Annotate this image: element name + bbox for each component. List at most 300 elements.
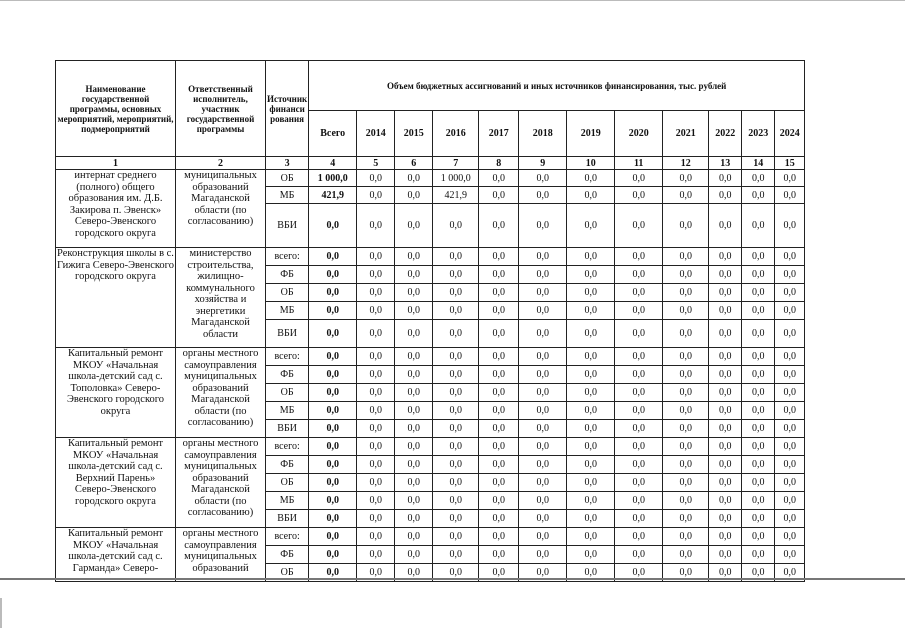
year-value: 0,0 xyxy=(357,204,395,248)
measure-name: Капитальный ремонт МКОУ «Начальная школа-детский сад с. Гарманда» Северо- xyxy=(56,528,176,582)
year-value: 0,0 xyxy=(742,438,775,456)
funding-source: МБ xyxy=(266,492,309,510)
year-value: 0,0 xyxy=(357,528,395,546)
table-row xyxy=(56,170,805,187)
year-value: 0,0 xyxy=(395,474,433,492)
year-value: 0,0 xyxy=(357,320,395,348)
total-value: 421,9 xyxy=(309,187,357,204)
year-value: 0,0 xyxy=(663,564,709,582)
year-value: 0,0 xyxy=(615,402,663,420)
year-value: 0,0 xyxy=(567,170,615,187)
year-value: 0,0 xyxy=(775,528,805,546)
year-value: 0,0 xyxy=(663,284,709,302)
year-value: 0,0 xyxy=(567,302,615,320)
header-year: 2017 xyxy=(479,111,519,157)
year-value: 0,0 xyxy=(663,438,709,456)
year-value: 0,0 xyxy=(479,420,519,438)
year-value: 0,0 xyxy=(395,384,433,402)
year-value: 0,0 xyxy=(615,546,663,564)
year-value: 0,0 xyxy=(663,348,709,366)
year-value: 0,0 xyxy=(395,420,433,438)
year-value: 0,0 xyxy=(357,170,395,187)
year-value: 0,0 xyxy=(395,170,433,187)
year-value: 0,0 xyxy=(567,420,615,438)
year-value: 0,0 xyxy=(775,402,805,420)
year-value: 0,0 xyxy=(395,348,433,366)
funding-source: ОБ xyxy=(266,284,309,302)
header-year: 2018 xyxy=(519,111,567,157)
year-value: 0,0 xyxy=(709,266,742,284)
total-value: 0,0 xyxy=(309,420,357,438)
funding-source: всего: xyxy=(266,348,309,366)
year-value: 0,0 xyxy=(615,384,663,402)
year-value: 0,0 xyxy=(395,528,433,546)
year-value: 0,0 xyxy=(775,384,805,402)
total-value: 0,0 xyxy=(309,564,357,582)
year-value: 0,0 xyxy=(395,187,433,204)
year-value: 0,0 xyxy=(663,492,709,510)
executor-name: муниципальных образований Магаданской области (по согласованию) xyxy=(176,170,266,248)
year-value: 0,0 xyxy=(357,284,395,302)
year-value: 0,0 xyxy=(395,456,433,474)
year-value: 0,0 xyxy=(519,187,567,204)
year-value: 0,0 xyxy=(567,204,615,248)
year-value: 0,0 xyxy=(567,510,615,528)
year-value: 0,0 xyxy=(433,438,479,456)
total-value: 0,0 xyxy=(309,384,357,402)
year-value: 0,0 xyxy=(663,456,709,474)
year-value: 0,0 xyxy=(395,492,433,510)
year-value: 0,0 xyxy=(742,456,775,474)
year-value: 0,0 xyxy=(433,564,479,582)
column-number: 2 xyxy=(176,157,266,170)
year-value: 0,0 xyxy=(709,456,742,474)
year-value: 0,0 xyxy=(709,474,742,492)
year-value: 0,0 xyxy=(775,564,805,582)
measure-name: Капитальный ремонт МКОУ «Начальная школа-детский сад с. Верхний Парень» Северо-Эвенского городского округа xyxy=(56,438,176,528)
header-year: 2019 xyxy=(567,111,615,157)
year-value: 0,0 xyxy=(615,420,663,438)
year-value: 0,0 xyxy=(479,474,519,492)
year-value: 0,0 xyxy=(775,284,805,302)
year-value: 0,0 xyxy=(742,320,775,348)
table-row xyxy=(56,248,805,266)
table-row xyxy=(56,348,805,366)
total-value: 0,0 xyxy=(309,474,357,492)
year-value: 0,0 xyxy=(567,320,615,348)
year-value: 0,0 xyxy=(775,248,805,266)
column-number: 14 xyxy=(742,157,775,170)
year-value: 0,0 xyxy=(433,492,479,510)
year-value: 0,0 xyxy=(742,564,775,582)
year-value: 0,0 xyxy=(519,266,567,284)
year-value: 0,0 xyxy=(519,402,567,420)
header-year: 2016 xyxy=(433,111,479,157)
year-value: 0,0 xyxy=(663,384,709,402)
measure-name: Капитальный ремонт МКОУ «Начальная школа-детский сад с. Тополовка» Северо-Эвенского городского округа xyxy=(56,348,176,438)
column-number: 5 xyxy=(357,157,395,170)
header-year: 2022 xyxy=(709,111,742,157)
year-value: 0,0 xyxy=(615,564,663,582)
total-value: 0,0 xyxy=(309,492,357,510)
year-value: 0,0 xyxy=(775,348,805,366)
funding-source: ОБ xyxy=(266,170,309,187)
year-value: 0,0 xyxy=(433,348,479,366)
column-number: 9 xyxy=(519,157,567,170)
header-year: 2023 xyxy=(742,111,775,157)
year-value: 0,0 xyxy=(567,528,615,546)
year-value: 0,0 xyxy=(479,266,519,284)
year-value: 0,0 xyxy=(775,492,805,510)
year-value: 0,0 xyxy=(357,546,395,564)
year-value: 0,0 xyxy=(479,510,519,528)
year-value: 0,0 xyxy=(519,320,567,348)
funding-source: ВБИ xyxy=(266,204,309,248)
year-value: 0,0 xyxy=(479,402,519,420)
year-value: 0,0 xyxy=(775,302,805,320)
year-value: 0,0 xyxy=(567,564,615,582)
funding-source: всего: xyxy=(266,438,309,456)
year-value: 0,0 xyxy=(615,170,663,187)
year-value: 0,0 xyxy=(479,170,519,187)
header-year: 2015 xyxy=(395,111,433,157)
year-value: 0,0 xyxy=(395,302,433,320)
funding-source: ВБИ xyxy=(266,510,309,528)
funding-source: МБ xyxy=(266,402,309,420)
year-value: 0,0 xyxy=(519,492,567,510)
year-value: 0,0 xyxy=(567,456,615,474)
year-value: 0,0 xyxy=(433,384,479,402)
year-value: 0,0 xyxy=(709,204,742,248)
year-value: 0,0 xyxy=(519,438,567,456)
year-value: 0,0 xyxy=(709,510,742,528)
year-value: 0,0 xyxy=(775,546,805,564)
year-value: 0,0 xyxy=(519,510,567,528)
year-value: 0,0 xyxy=(357,302,395,320)
year-value: 1 000,0 xyxy=(433,170,479,187)
funding-source: ФБ xyxy=(266,266,309,284)
year-value: 0,0 xyxy=(479,204,519,248)
column-number: 15 xyxy=(775,157,805,170)
year-value: 0,0 xyxy=(775,170,805,187)
year-value: 0,0 xyxy=(742,248,775,266)
year-value: 0,0 xyxy=(479,528,519,546)
total-value: 1 000,0 xyxy=(309,170,357,187)
year-value: 0,0 xyxy=(519,248,567,266)
year-value: 0,0 xyxy=(433,204,479,248)
header-source: Источник финанси рования xyxy=(266,61,309,157)
funding-source: всего: xyxy=(266,248,309,266)
funding-source: ОБ xyxy=(266,384,309,402)
year-value: 0,0 xyxy=(519,474,567,492)
year-value: 0,0 xyxy=(433,320,479,348)
year-value: 0,0 xyxy=(615,510,663,528)
year-value: 0,0 xyxy=(663,302,709,320)
scan-mark xyxy=(0,598,2,628)
year-value: 0,0 xyxy=(433,546,479,564)
year-value: 0,0 xyxy=(519,366,567,384)
year-value: 0,0 xyxy=(742,420,775,438)
year-value: 0,0 xyxy=(742,204,775,248)
year-value: 0,0 xyxy=(433,402,479,420)
funding-source: ВБИ xyxy=(266,420,309,438)
total-value: 0,0 xyxy=(309,456,357,474)
year-value: 0,0 xyxy=(615,320,663,348)
column-number: 6 xyxy=(395,157,433,170)
year-value: 0,0 xyxy=(395,284,433,302)
total-value: 0,0 xyxy=(309,348,357,366)
year-value: 0,0 xyxy=(615,528,663,546)
header-total: Всего xyxy=(309,111,357,157)
year-value: 0,0 xyxy=(395,204,433,248)
year-value: 0,0 xyxy=(709,528,742,546)
year-value: 0,0 xyxy=(742,492,775,510)
year-value: 0,0 xyxy=(479,302,519,320)
year-value: 0,0 xyxy=(567,248,615,266)
year-value: 0,0 xyxy=(709,248,742,266)
scan-edge-top xyxy=(0,0,905,1)
year-value: 0,0 xyxy=(709,284,742,302)
year-value: 0,0 xyxy=(357,474,395,492)
funding-source: ОБ xyxy=(266,564,309,582)
executor-name: органы местного самоуправления муниципальных образований Магаданской области (по согласованию) xyxy=(176,438,266,528)
year-value: 0,0 xyxy=(615,474,663,492)
year-value: 0,0 xyxy=(433,528,479,546)
year-value: 0,0 xyxy=(567,492,615,510)
year-value: 0,0 xyxy=(479,187,519,204)
year-value: 0,0 xyxy=(775,320,805,348)
executor-name: органы местного самоуправления муниципальных образований xyxy=(176,528,266,582)
year-value: 0,0 xyxy=(479,384,519,402)
year-value: 0,0 xyxy=(709,564,742,582)
year-value: 0,0 xyxy=(663,402,709,420)
year-value: 0,0 xyxy=(479,348,519,366)
year-value: 0,0 xyxy=(709,384,742,402)
year-value: 0,0 xyxy=(433,510,479,528)
column-number: 11 xyxy=(615,157,663,170)
funding-source: ОБ xyxy=(266,474,309,492)
year-value: 0,0 xyxy=(663,187,709,204)
year-value: 0,0 xyxy=(615,302,663,320)
year-value: 0,0 xyxy=(433,456,479,474)
scan-edge-bottom xyxy=(0,578,905,580)
year-value: 0,0 xyxy=(519,546,567,564)
year-value: 0,0 xyxy=(567,366,615,384)
year-value: 0,0 xyxy=(663,248,709,266)
year-value: 0,0 xyxy=(775,420,805,438)
year-value: 0,0 xyxy=(663,266,709,284)
year-value: 0,0 xyxy=(357,564,395,582)
year-value: 0,0 xyxy=(663,204,709,248)
year-value: 0,0 xyxy=(742,284,775,302)
year-value: 0,0 xyxy=(663,366,709,384)
year-value: 0,0 xyxy=(567,266,615,284)
executor-name: органы местного самоуправления муниципальных образований Магаданской области (по согласованию) xyxy=(176,348,266,438)
column-number: 3 xyxy=(266,157,309,170)
total-value: 0,0 xyxy=(309,204,357,248)
year-value: 0,0 xyxy=(357,492,395,510)
year-value: 0,0 xyxy=(663,320,709,348)
total-value: 0,0 xyxy=(309,528,357,546)
year-value: 0,0 xyxy=(663,420,709,438)
year-value: 0,0 xyxy=(395,564,433,582)
total-value: 0,0 xyxy=(309,266,357,284)
year-value: 0,0 xyxy=(479,248,519,266)
year-value: 0,0 xyxy=(742,384,775,402)
column-number: 4 xyxy=(309,157,357,170)
year-value: 0,0 xyxy=(567,284,615,302)
year-value: 0,0 xyxy=(775,456,805,474)
year-value: 0,0 xyxy=(709,170,742,187)
year-value: 0,0 xyxy=(615,266,663,284)
total-value: 0,0 xyxy=(309,302,357,320)
total-value: 0,0 xyxy=(309,320,357,348)
year-value: 0,0 xyxy=(519,348,567,366)
year-value: 0,0 xyxy=(357,266,395,284)
year-value: 0,0 xyxy=(742,266,775,284)
year-value: 0,0 xyxy=(709,302,742,320)
year-value: 0,0 xyxy=(742,474,775,492)
year-value: 0,0 xyxy=(433,266,479,284)
funding-source: ФБ xyxy=(266,546,309,564)
year-value: 0,0 xyxy=(709,546,742,564)
year-value: 0,0 xyxy=(357,187,395,204)
year-value: 0,0 xyxy=(615,284,663,302)
year-value: 0,0 xyxy=(615,366,663,384)
funding-source: ВБИ xyxy=(266,320,309,348)
year-value: 0,0 xyxy=(433,474,479,492)
year-value: 0,0 xyxy=(567,438,615,456)
year-value: 0,0 xyxy=(519,564,567,582)
year-value: 0,0 xyxy=(663,170,709,187)
year-value: 0,0 xyxy=(742,510,775,528)
year-value: 0,0 xyxy=(742,402,775,420)
column-number: 1 xyxy=(56,157,176,170)
executor-name: министерство строительства, жилищно-коммунального хозяйства и энергетики Магаданской области xyxy=(176,248,266,348)
column-number: 10 xyxy=(567,157,615,170)
total-value: 0,0 xyxy=(309,546,357,564)
total-value: 0,0 xyxy=(309,366,357,384)
year-value: 0,0 xyxy=(433,302,479,320)
year-value: 0,0 xyxy=(433,284,479,302)
year-value: 0,0 xyxy=(357,366,395,384)
year-value: 0,0 xyxy=(742,187,775,204)
year-value: 0,0 xyxy=(479,320,519,348)
column-number: 7 xyxy=(433,157,479,170)
header-year: 2024 xyxy=(775,111,805,157)
year-value: 0,0 xyxy=(519,302,567,320)
year-value: 0,0 xyxy=(615,204,663,248)
year-value: 0,0 xyxy=(615,438,663,456)
year-value: 0,0 xyxy=(479,284,519,302)
year-value: 0,0 xyxy=(519,456,567,474)
header-volume: Объем бюджетных ассигнований и иных источников финансирования, тыс. рублей xyxy=(309,61,805,111)
total-value: 0,0 xyxy=(309,402,357,420)
year-value: 0,0 xyxy=(395,402,433,420)
year-value: 0,0 xyxy=(615,456,663,474)
year-value: 0,0 xyxy=(709,366,742,384)
year-value: 0,0 xyxy=(775,510,805,528)
table-row xyxy=(56,528,805,546)
year-value: 0,0 xyxy=(479,366,519,384)
budget-allocation-table xyxy=(55,60,805,582)
measure-name: интернат среднего (полного) общего образования им. Д.Б. Закирова п. Эвенск» Северо-Эвенского городского округа xyxy=(56,170,176,248)
year-value: 0,0 xyxy=(709,348,742,366)
year-value: 0,0 xyxy=(567,402,615,420)
year-value: 0,0 xyxy=(775,438,805,456)
funding-source: МБ xyxy=(266,302,309,320)
year-value: 0,0 xyxy=(519,384,567,402)
year-value: 0,0 xyxy=(357,384,395,402)
year-value: 0,0 xyxy=(395,510,433,528)
total-value: 0,0 xyxy=(309,510,357,528)
year-value: 0,0 xyxy=(775,187,805,204)
column-number: 13 xyxy=(709,157,742,170)
year-value: 0,0 xyxy=(663,546,709,564)
funding-source: ФБ xyxy=(266,366,309,384)
year-value: 0,0 xyxy=(775,366,805,384)
year-value: 0,0 xyxy=(709,402,742,420)
year-value: 0,0 xyxy=(709,438,742,456)
year-value: 0,0 xyxy=(433,420,479,438)
year-value: 0,0 xyxy=(519,420,567,438)
year-value: 0,0 xyxy=(357,402,395,420)
year-value: 0,0 xyxy=(395,546,433,564)
year-value: 0,0 xyxy=(395,266,433,284)
funding-source: ФБ xyxy=(266,456,309,474)
year-value: 0,0 xyxy=(357,456,395,474)
column-number: 8 xyxy=(479,157,519,170)
year-value: 0,0 xyxy=(742,528,775,546)
year-value: 0,0 xyxy=(519,284,567,302)
total-value: 0,0 xyxy=(309,438,357,456)
year-value: 0,0 xyxy=(742,348,775,366)
year-value: 0,0 xyxy=(742,170,775,187)
year-value: 0,0 xyxy=(519,170,567,187)
header-year: 2020 xyxy=(615,111,663,157)
year-value: 421,9 xyxy=(433,187,479,204)
measure-name: Реконструкция школы в с. Гижига Северо-Эвенского городского округа xyxy=(56,248,176,348)
year-value: 0,0 xyxy=(615,348,663,366)
year-value: 0,0 xyxy=(357,438,395,456)
header-year: 2014 xyxy=(357,111,395,157)
year-value: 0,0 xyxy=(479,456,519,474)
year-value: 0,0 xyxy=(663,510,709,528)
year-value: 0,0 xyxy=(567,187,615,204)
year-value: 0,0 xyxy=(709,492,742,510)
year-value: 0,0 xyxy=(709,420,742,438)
year-value: 0,0 xyxy=(709,320,742,348)
year-value: 0,0 xyxy=(395,438,433,456)
year-value: 0,0 xyxy=(519,204,567,248)
year-value: 0,0 xyxy=(742,546,775,564)
year-value: 0,0 xyxy=(615,187,663,204)
year-value: 0,0 xyxy=(709,187,742,204)
header-year: 2021 xyxy=(663,111,709,157)
year-value: 0,0 xyxy=(519,528,567,546)
year-value: 0,0 xyxy=(567,546,615,564)
table-row xyxy=(56,438,805,456)
year-value: 0,0 xyxy=(775,204,805,248)
year-value: 0,0 xyxy=(775,474,805,492)
year-value: 0,0 xyxy=(433,248,479,266)
year-value: 0,0 xyxy=(742,366,775,384)
year-value: 0,0 xyxy=(479,546,519,564)
year-value: 0,0 xyxy=(479,492,519,510)
funding-source: МБ xyxy=(266,187,309,204)
year-value: 0,0 xyxy=(615,492,663,510)
year-value: 0,0 xyxy=(567,384,615,402)
